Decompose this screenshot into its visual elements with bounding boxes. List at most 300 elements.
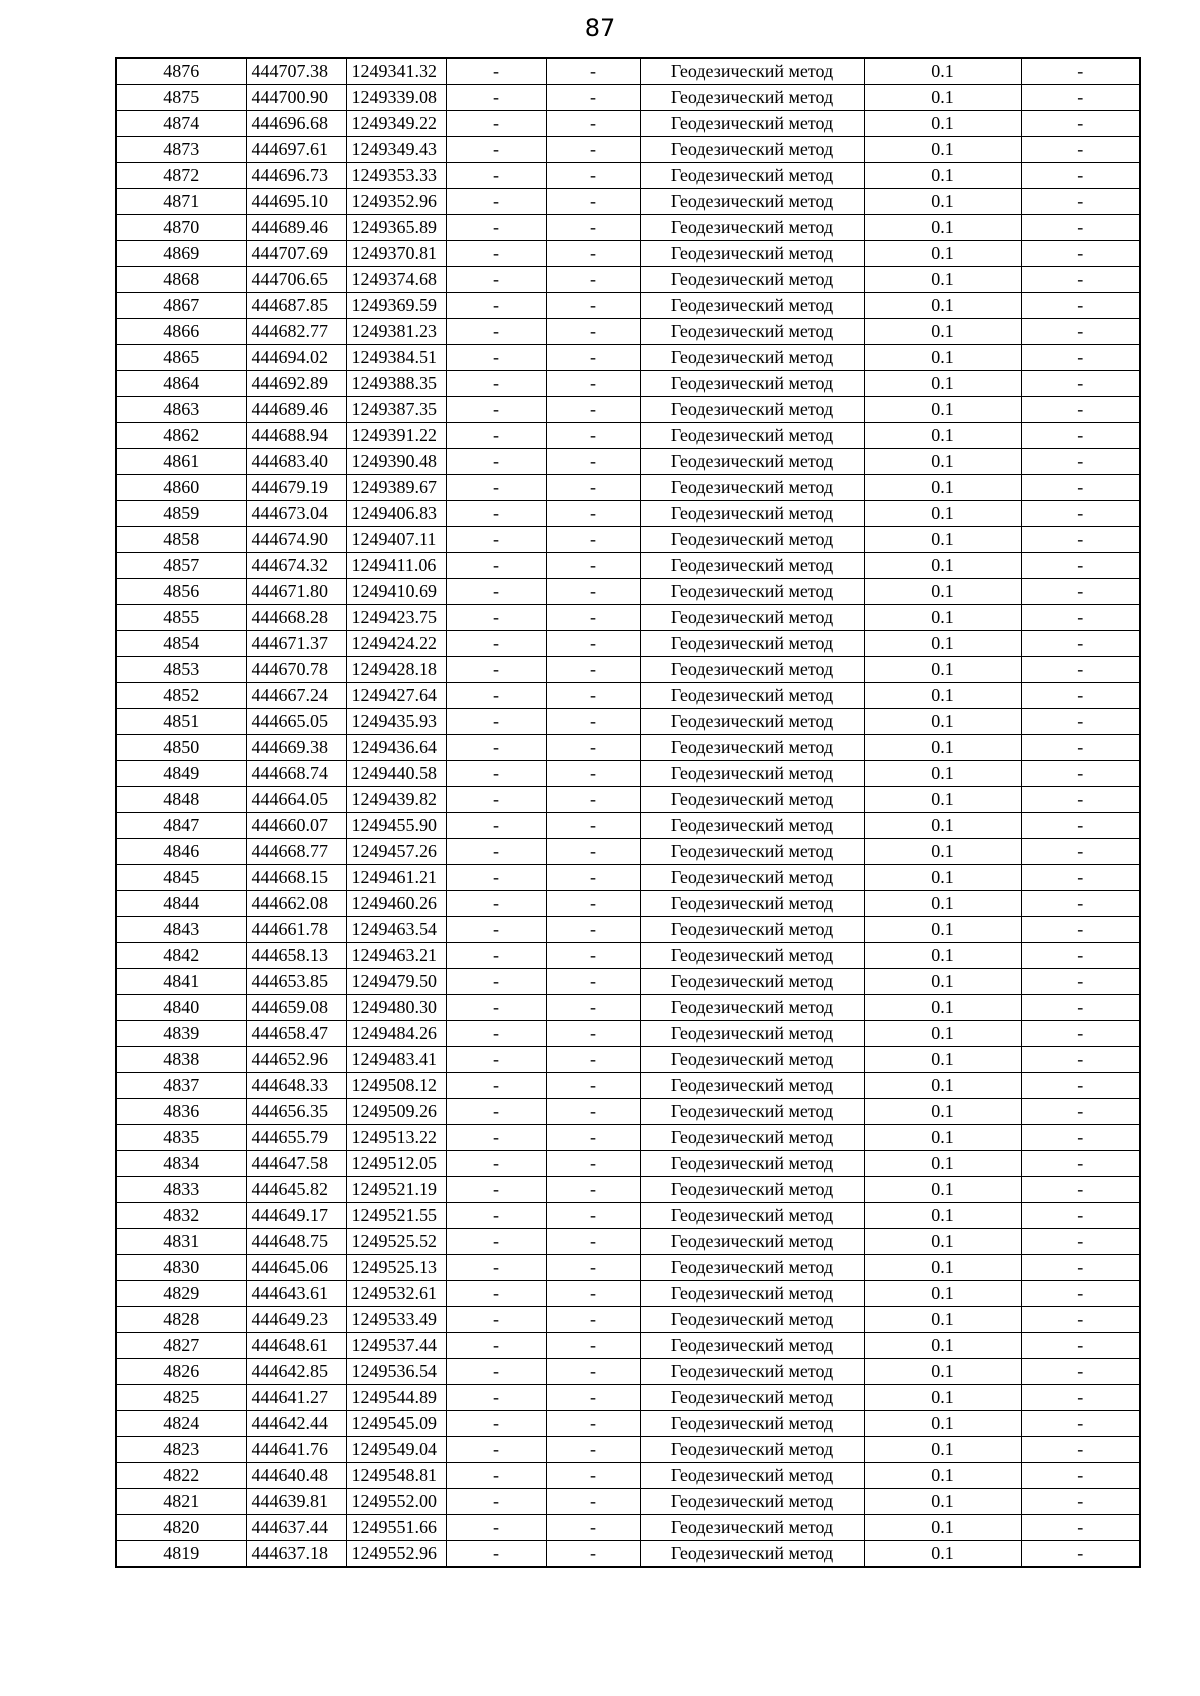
dash-cell-b: - (546, 397, 640, 423)
y-coordinate-cell: 1249461.21 (346, 865, 446, 891)
dash-cell-c: - (1021, 969, 1140, 995)
method-cell: Геодезический метод (640, 1125, 864, 1151)
table-row (116, 995, 1140, 1021)
table-row (116, 917, 1140, 943)
point-number-cell: 4869 (116, 241, 246, 267)
dash-cell-b: - (546, 553, 640, 579)
point-number-cell: 4847 (116, 813, 246, 839)
dash-cell-a: - (446, 163, 546, 189)
y-coordinate-cell: 1249508.12 (346, 1073, 446, 1099)
dash-cell-c: - (1021, 1411, 1140, 1437)
dash-cell-b: - (546, 969, 640, 995)
dash-cell-b: - (546, 917, 640, 943)
x-coordinate-cell: 444695.10 (246, 189, 346, 215)
y-coordinate-cell: 1249369.59 (346, 293, 446, 319)
accuracy-cell: 0.1 (864, 371, 1021, 397)
dash-cell-c: - (1021, 215, 1140, 241)
dash-cell-b: - (546, 813, 640, 839)
table-row (116, 1099, 1140, 1125)
coordinates-table (115, 57, 1141, 1568)
method-cell: Геодезический метод (640, 1333, 864, 1359)
dash-cell-a: - (446, 579, 546, 605)
point-number-cell: 4824 (116, 1411, 246, 1437)
accuracy-cell: 0.1 (864, 1229, 1021, 1255)
dash-cell-b: - (546, 839, 640, 865)
point-number-cell: 4836 (116, 1099, 246, 1125)
dash-cell-b: - (546, 995, 640, 1021)
dash-cell-b: - (546, 293, 640, 319)
table-row (116, 1047, 1140, 1073)
method-cell: Геодезический метод (640, 423, 864, 449)
y-coordinate-cell: 1249533.49 (346, 1307, 446, 1333)
y-coordinate-cell: 1249435.93 (346, 709, 446, 735)
method-cell: Геодезический метод (640, 813, 864, 839)
dash-cell-c: - (1021, 605, 1140, 631)
point-number-cell: 4872 (116, 163, 246, 189)
dash-cell-b: - (546, 1515, 640, 1541)
x-coordinate-cell: 444661.78 (246, 917, 346, 943)
dash-cell-a: - (446, 1073, 546, 1099)
accuracy-cell: 0.1 (864, 761, 1021, 787)
table-row (116, 1281, 1140, 1307)
accuracy-cell: 0.1 (864, 163, 1021, 189)
dash-cell-c: - (1021, 683, 1140, 709)
accuracy-cell: 0.1 (864, 813, 1021, 839)
dash-cell-a: - (446, 1203, 546, 1229)
table-row (116, 241, 1140, 267)
x-coordinate-cell: 444669.38 (246, 735, 346, 761)
dash-cell-a: - (446, 1255, 546, 1281)
method-cell: Геодезический метод (640, 215, 864, 241)
method-cell: Геодезический метод (640, 709, 864, 735)
dash-cell-b: - (546, 709, 640, 735)
dash-cell-a: - (446, 735, 546, 761)
x-coordinate-cell: 444674.90 (246, 527, 346, 553)
y-coordinate-cell: 1249389.67 (346, 475, 446, 501)
table-row (116, 969, 1140, 995)
dash-cell-b: - (546, 787, 640, 813)
dash-cell-a: - (446, 501, 546, 527)
dash-cell-b: - (546, 1099, 640, 1125)
dash-cell-b: - (546, 449, 640, 475)
method-cell: Геодезический метод (640, 1359, 864, 1385)
dash-cell-c: - (1021, 58, 1140, 85)
method-cell: Геодезический метод (640, 1255, 864, 1281)
dash-cell-c: - (1021, 631, 1140, 657)
dash-cell-a: - (446, 683, 546, 709)
accuracy-cell: 0.1 (864, 501, 1021, 527)
x-coordinate-cell: 444668.77 (246, 839, 346, 865)
accuracy-cell: 0.1 (864, 553, 1021, 579)
x-coordinate-cell: 444639.81 (246, 1489, 346, 1515)
x-coordinate-cell: 444649.23 (246, 1307, 346, 1333)
y-coordinate-cell: 1249532.61 (346, 1281, 446, 1307)
method-cell: Геодезический метод (640, 631, 864, 657)
dash-cell-c: - (1021, 1463, 1140, 1489)
method-cell: Геодезический метод (640, 1541, 864, 1568)
method-cell: Геодезический метод (640, 761, 864, 787)
point-number-cell: 4874 (116, 111, 246, 137)
x-coordinate-cell: 444640.48 (246, 1463, 346, 1489)
accuracy-cell: 0.1 (864, 917, 1021, 943)
x-coordinate-cell: 444668.74 (246, 761, 346, 787)
y-coordinate-cell: 1249552.96 (346, 1541, 446, 1568)
table-row (116, 293, 1140, 319)
table-row (116, 449, 1140, 475)
x-coordinate-cell: 444656.35 (246, 1099, 346, 1125)
y-coordinate-cell: 1249381.23 (346, 319, 446, 345)
dash-cell-b: - (546, 1047, 640, 1073)
table-row (116, 475, 1140, 501)
point-number-cell: 4835 (116, 1125, 246, 1151)
dash-cell-c: - (1021, 995, 1140, 1021)
point-number-cell: 4823 (116, 1437, 246, 1463)
accuracy-cell: 0.1 (864, 1099, 1021, 1125)
dash-cell-a: - (446, 1281, 546, 1307)
dash-cell-c: - (1021, 553, 1140, 579)
dash-cell-a: - (446, 943, 546, 969)
y-coordinate-cell: 1249483.41 (346, 1047, 446, 1073)
table-row (116, 397, 1140, 423)
y-coordinate-cell: 1249410.69 (346, 579, 446, 605)
dash-cell-b: - (546, 1073, 640, 1099)
dash-cell-a: - (446, 1489, 546, 1515)
accuracy-cell: 0.1 (864, 85, 1021, 111)
dash-cell-c: - (1021, 813, 1140, 839)
dash-cell-a: - (446, 189, 546, 215)
dash-cell-b: - (546, 1411, 640, 1437)
x-coordinate-cell: 444694.02 (246, 345, 346, 371)
table-row (116, 943, 1140, 969)
method-cell: Геодезический метод (640, 1099, 864, 1125)
table-row (116, 189, 1140, 215)
table-row (116, 527, 1140, 553)
accuracy-cell: 0.1 (864, 267, 1021, 293)
accuracy-cell: 0.1 (864, 1411, 1021, 1437)
x-coordinate-cell: 444659.08 (246, 995, 346, 1021)
x-coordinate-cell: 444648.75 (246, 1229, 346, 1255)
dash-cell-b: - (546, 891, 640, 917)
method-cell: Геодезический метод (640, 1073, 864, 1099)
x-coordinate-cell: 444648.61 (246, 1333, 346, 1359)
x-coordinate-cell: 444707.69 (246, 241, 346, 267)
table-row (116, 683, 1140, 709)
table-row (116, 761, 1140, 787)
dash-cell-c: - (1021, 1203, 1140, 1229)
y-coordinate-cell: 1249424.22 (346, 631, 446, 657)
accuracy-cell: 0.1 (864, 1307, 1021, 1333)
method-cell: Геодезический метод (640, 1047, 864, 1073)
y-coordinate-cell: 1249521.55 (346, 1203, 446, 1229)
dash-cell-b: - (546, 215, 640, 241)
dash-cell-c: - (1021, 85, 1140, 111)
table-row (116, 709, 1140, 735)
y-coordinate-cell: 1249439.82 (346, 787, 446, 813)
dash-cell-c: - (1021, 1489, 1140, 1515)
point-number-cell: 4870 (116, 215, 246, 241)
x-coordinate-cell: 444637.44 (246, 1515, 346, 1541)
dash-cell-c: - (1021, 1359, 1140, 1385)
accuracy-cell: 0.1 (864, 1255, 1021, 1281)
method-cell: Геодезический метод (640, 189, 864, 215)
x-coordinate-cell: 444645.82 (246, 1177, 346, 1203)
y-coordinate-cell: 1249463.21 (346, 943, 446, 969)
method-cell: Геодезический метод (640, 267, 864, 293)
accuracy-cell: 0.1 (864, 605, 1021, 631)
y-coordinate-cell: 1249423.75 (346, 605, 446, 631)
dash-cell-a: - (446, 657, 546, 683)
accuracy-cell: 0.1 (864, 241, 1021, 267)
dash-cell-b: - (546, 1541, 640, 1568)
point-number-cell: 4831 (116, 1229, 246, 1255)
table-row (116, 1125, 1140, 1151)
dash-cell-b: - (546, 85, 640, 111)
y-coordinate-cell: 1249525.13 (346, 1255, 446, 1281)
dash-cell-b: - (546, 1151, 640, 1177)
point-number-cell: 4840 (116, 995, 246, 1021)
x-coordinate-cell: 444645.06 (246, 1255, 346, 1281)
point-number-cell: 4825 (116, 1385, 246, 1411)
dash-cell-c: - (1021, 319, 1140, 345)
method-cell: Геодезический метод (640, 1385, 864, 1411)
point-number-cell: 4839 (116, 1021, 246, 1047)
x-coordinate-cell: 444696.73 (246, 163, 346, 189)
dash-cell-a: - (446, 1359, 546, 1385)
accuracy-cell: 0.1 (864, 1073, 1021, 1099)
x-coordinate-cell: 444707.38 (246, 58, 346, 85)
point-number-cell: 4828 (116, 1307, 246, 1333)
x-coordinate-cell: 444674.32 (246, 553, 346, 579)
table-row (116, 1359, 1140, 1385)
point-number-cell: 4876 (116, 58, 246, 85)
method-cell: Геодезический метод (640, 657, 864, 683)
table-row (116, 579, 1140, 605)
y-coordinate-cell: 1249479.50 (346, 969, 446, 995)
point-number-cell: 4820 (116, 1515, 246, 1541)
dash-cell-a: - (446, 553, 546, 579)
dash-cell-c: - (1021, 1151, 1140, 1177)
dash-cell-b: - (546, 1463, 640, 1489)
dash-cell-a: - (446, 631, 546, 657)
dash-cell-b: - (546, 943, 640, 969)
x-coordinate-cell: 444652.96 (246, 1047, 346, 1073)
point-number-cell: 4854 (116, 631, 246, 657)
table-row (116, 267, 1140, 293)
dash-cell-b: - (546, 735, 640, 761)
dash-cell-a: - (446, 449, 546, 475)
method-cell: Геодезический метод (640, 579, 864, 605)
table-row (116, 1307, 1140, 1333)
dash-cell-a: - (446, 1229, 546, 1255)
dash-cell-c: - (1021, 371, 1140, 397)
method-cell: Геодезический метод (640, 293, 864, 319)
dash-cell-c: - (1021, 1307, 1140, 1333)
dash-cell-c: - (1021, 423, 1140, 449)
table-row (116, 163, 1140, 189)
point-number-cell: 4838 (116, 1047, 246, 1073)
dash-cell-a: - (446, 293, 546, 319)
dash-cell-b: - (546, 1203, 640, 1229)
accuracy-cell: 0.1 (864, 449, 1021, 475)
table-row (116, 423, 1140, 449)
dash-cell-a: - (446, 1099, 546, 1125)
accuracy-cell: 0.1 (864, 1385, 1021, 1411)
accuracy-cell: 0.1 (864, 423, 1021, 449)
table-row (116, 1151, 1140, 1177)
accuracy-cell: 0.1 (864, 1021, 1021, 1047)
dash-cell-a: - (446, 1437, 546, 1463)
dash-cell-b: - (546, 1489, 640, 1515)
y-coordinate-cell: 1249352.96 (346, 189, 446, 215)
dash-cell-b: - (546, 527, 640, 553)
method-cell: Геодезический метод (640, 58, 864, 85)
point-number-cell: 4844 (116, 891, 246, 917)
x-coordinate-cell: 444671.37 (246, 631, 346, 657)
method-cell: Геодезический метод (640, 319, 864, 345)
x-coordinate-cell: 444648.33 (246, 1073, 346, 1099)
table-row (116, 1177, 1140, 1203)
x-coordinate-cell: 444658.13 (246, 943, 346, 969)
dash-cell-c: - (1021, 1255, 1140, 1281)
y-coordinate-cell: 1249545.09 (346, 1411, 446, 1437)
accuracy-cell: 0.1 (864, 1463, 1021, 1489)
y-coordinate-cell: 1249406.83 (346, 501, 446, 527)
accuracy-cell: 0.1 (864, 319, 1021, 345)
point-number-cell: 4834 (116, 1151, 246, 1177)
point-number-cell: 4853 (116, 657, 246, 683)
dash-cell-a: - (446, 267, 546, 293)
dash-cell-a: - (446, 111, 546, 137)
y-coordinate-cell: 1249390.48 (346, 449, 446, 475)
y-coordinate-cell: 1249455.90 (346, 813, 446, 839)
dash-cell-a: - (446, 865, 546, 891)
point-number-cell: 4845 (116, 865, 246, 891)
x-coordinate-cell: 444692.89 (246, 371, 346, 397)
method-cell: Геодезический метод (640, 787, 864, 813)
accuracy-cell: 0.1 (864, 683, 1021, 709)
accuracy-cell: 0.1 (864, 1359, 1021, 1385)
y-coordinate-cell: 1249509.26 (346, 1099, 446, 1125)
point-number-cell: 4843 (116, 917, 246, 943)
table-row (116, 1021, 1140, 1047)
accuracy-cell: 0.1 (864, 58, 1021, 85)
accuracy-cell: 0.1 (864, 345, 1021, 371)
y-coordinate-cell: 1249552.00 (346, 1489, 446, 1515)
dash-cell-a: - (446, 1177, 546, 1203)
dash-cell-c: - (1021, 1333, 1140, 1359)
y-coordinate-cell: 1249480.30 (346, 995, 446, 1021)
table-row (116, 787, 1140, 813)
method-cell: Геодезический метод (640, 527, 864, 553)
method-cell: Геодезический метод (640, 1463, 864, 1489)
dash-cell-a: - (446, 319, 546, 345)
method-cell: Геодезический метод (640, 111, 864, 137)
dash-cell-a: - (446, 761, 546, 787)
point-number-cell: 4855 (116, 605, 246, 631)
method-cell: Геодезический метод (640, 475, 864, 501)
dash-cell-c: - (1021, 1073, 1140, 1099)
x-coordinate-cell: 444679.19 (246, 475, 346, 501)
dash-cell-c: - (1021, 1099, 1140, 1125)
x-coordinate-cell: 444667.24 (246, 683, 346, 709)
dash-cell-b: - (546, 761, 640, 787)
dash-cell-a: - (446, 787, 546, 813)
dash-cell-a: - (446, 813, 546, 839)
accuracy-cell: 0.1 (864, 215, 1021, 241)
dash-cell-a: - (446, 1047, 546, 1073)
point-number-cell: 4846 (116, 839, 246, 865)
accuracy-cell: 0.1 (864, 1515, 1021, 1541)
dash-cell-c: - (1021, 787, 1140, 813)
accuracy-cell: 0.1 (864, 189, 1021, 215)
y-coordinate-cell: 1249537.44 (346, 1333, 446, 1359)
method-cell: Геодезический метод (640, 1515, 864, 1541)
dash-cell-a: - (446, 1021, 546, 1047)
y-coordinate-cell: 1249548.81 (346, 1463, 446, 1489)
y-coordinate-cell: 1249365.89 (346, 215, 446, 241)
x-coordinate-cell: 444670.78 (246, 657, 346, 683)
point-number-cell: 4841 (116, 969, 246, 995)
dash-cell-a: - (446, 475, 546, 501)
accuracy-cell: 0.1 (864, 1177, 1021, 1203)
table-row (116, 657, 1140, 683)
accuracy-cell: 0.1 (864, 1541, 1021, 1568)
accuracy-cell: 0.1 (864, 1489, 1021, 1515)
table-row (116, 1203, 1140, 1229)
table-row (116, 1073, 1140, 1099)
dash-cell-c: - (1021, 1177, 1140, 1203)
dash-cell-b: - (546, 1281, 640, 1307)
method-cell: Геодезический метод (640, 85, 864, 111)
y-coordinate-cell: 1249428.18 (346, 657, 446, 683)
table-row (116, 1463, 1140, 1489)
dash-cell-b: - (546, 1333, 640, 1359)
dash-cell-a: - (446, 1151, 546, 1177)
accuracy-cell: 0.1 (864, 111, 1021, 137)
y-coordinate-cell: 1249551.66 (346, 1515, 446, 1541)
x-coordinate-cell: 444641.27 (246, 1385, 346, 1411)
y-coordinate-cell: 1249549.04 (346, 1437, 446, 1463)
x-coordinate-cell: 444683.40 (246, 449, 346, 475)
dash-cell-b: - (546, 631, 640, 657)
y-coordinate-cell: 1249349.22 (346, 111, 446, 137)
method-cell: Геодезический метод (640, 683, 864, 709)
table-row (116, 501, 1140, 527)
dash-cell-b: - (546, 605, 640, 631)
table-row (116, 1333, 1140, 1359)
dash-cell-b: - (546, 683, 640, 709)
point-number-cell: 4827 (116, 1333, 246, 1359)
y-coordinate-cell: 1249457.26 (346, 839, 446, 865)
table-row (116, 1411, 1140, 1437)
dash-cell-b: - (546, 1125, 640, 1151)
method-cell: Геодезический метод (640, 865, 864, 891)
table-row (116, 1255, 1140, 1281)
y-coordinate-cell: 1249440.58 (346, 761, 446, 787)
point-number-cell: 4848 (116, 787, 246, 813)
table-row (116, 813, 1140, 839)
dash-cell-a: - (446, 241, 546, 267)
dash-cell-c: - (1021, 735, 1140, 761)
dash-cell-c: - (1021, 241, 1140, 267)
accuracy-cell: 0.1 (864, 969, 1021, 995)
dash-cell-b: - (546, 501, 640, 527)
table-row (116, 865, 1140, 891)
dash-cell-c: - (1021, 475, 1140, 501)
method-cell: Геодезический метод (640, 501, 864, 527)
accuracy-cell: 0.1 (864, 397, 1021, 423)
dash-cell-a: - (446, 345, 546, 371)
